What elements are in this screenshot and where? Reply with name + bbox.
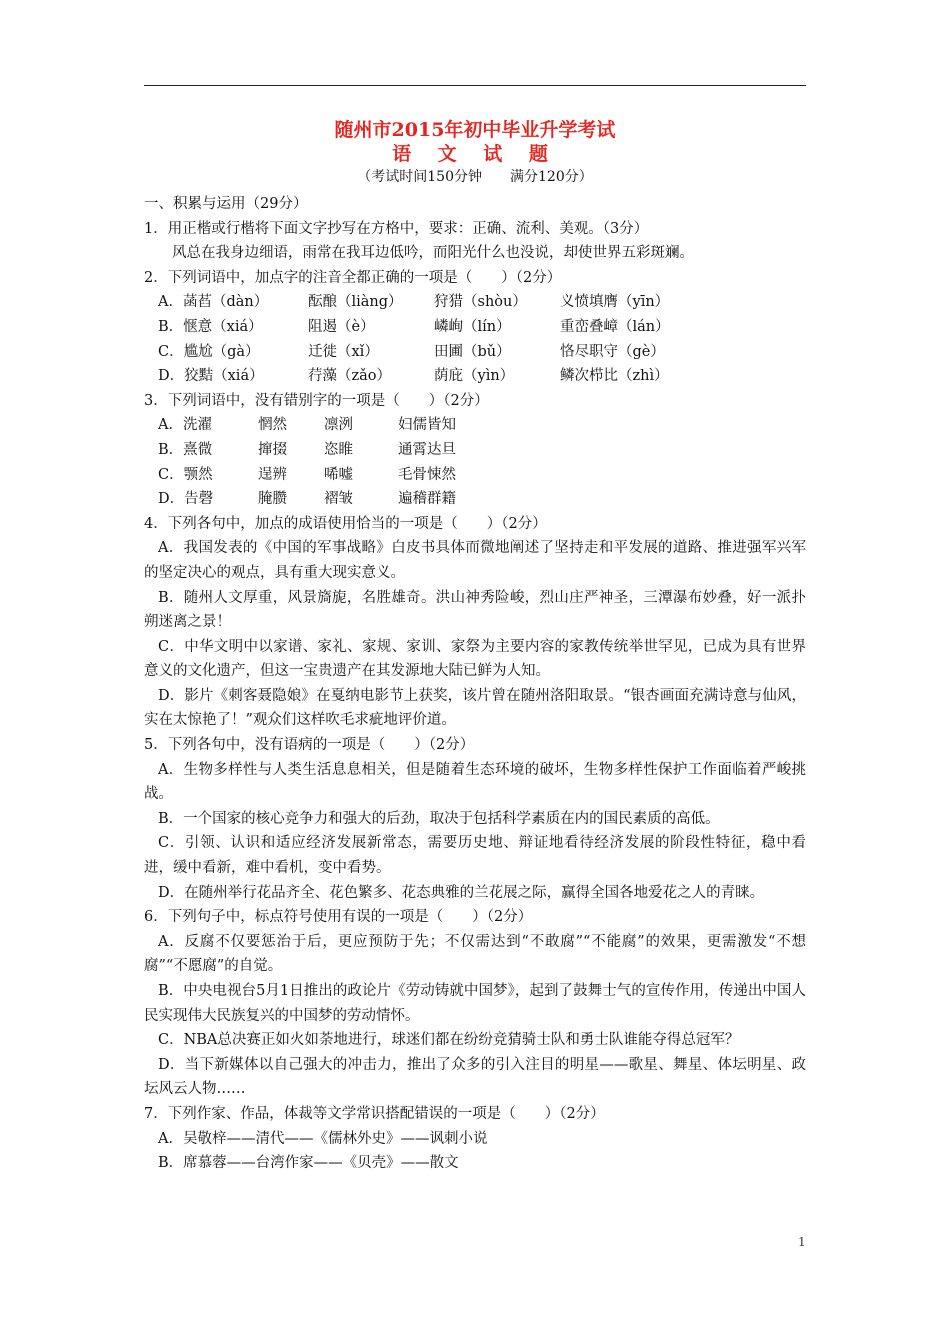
q4-option-c: C．中华文明中以家谱、家礼、家规、家训、家祭为主要内容的家教传统举世罕见，已成为具有世界意义的文化遗产，但这一宝贵遗产在其发源地大陆已鲜为人知。 (144, 638, 806, 680)
q4-option-b: B．随州人文厚重，风景旖旎，名胜雄奇。洪山神秀险峻，烈山庄严神圣，三潭瀑布妙叠，好一派扑朔迷离之景！ (144, 589, 806, 631)
q6-option-a: A．反腐不仅要惩治于后，更应预防于先；不仅需达到“不敢腐”“不能腐”的效果，更需激发“不想腐”“不愿腐”的自觉。 (144, 933, 806, 975)
top-rule (144, 85, 806, 86)
exam-score: 满分120分） (510, 169, 593, 185)
q6-option-b: B．中央电视台5月1日推出的政论片《劳动铸就中国梦》，起到了鼓舞士气的宣传作用，传递出中国人民实现伟大民族复兴的中国梦的劳动情怀。 (144, 983, 806, 1024)
q1-stem: 1．用正楷或行楷将下面文字抄写在方格中，要求：正确、流利、美观。（3分） (144, 220, 649, 237)
q6-option-d: D．当下新媒体以自己强大的冲击力，推出了众多的引入注目的明星——歌星、舞星、体坛明星、政坛风云人物…… (144, 1056, 806, 1098)
exam-title: 随州市2015年初中毕业升学考试 (334, 119, 616, 141)
page-number: 1 (798, 1235, 806, 1249)
q5-option-a: A．生物多样性与人类生活息息相关，但是随着生态环境的破坏，生物多样性保护工作面临着严峻挑战。 (144, 761, 806, 803)
q2-option-b: B．惬意（xiá） 阻遏（è） 嶙峋（lín） 重峦叠嶂（lán） (158, 318, 670, 335)
q2-option-d: D．狡黠（xiá） 荇藻（zǎo） 荫庇（yìn） 鳞次栉比（zhì） (158, 368, 669, 385)
q4-option-d: D．影片《刺客聂隐娘》在戛纳电影节上获奖，该片曾在随州洛阳取景。“银杏画面充满诗意与仙风，实在太惊艳了！”观众们这样吹毛求疵地评价道。 (144, 687, 806, 729)
exam-time: （考试时间150分钟 (357, 169, 482, 185)
q4-stem: 4．下列各句中，加点的成语使用恰当的一项是（ ）（2分） (144, 515, 547, 532)
q2-option-a: A．菡萏（dàn） 酝酿（liàng） 狩猎（shòu） 义愤填膺（yīn） (158, 294, 670, 311)
q7-option-a: A．吴敬梓——清代——《儒林外史》——讽刺小说 (158, 1130, 488, 1147)
q3-option-c: C．颚然 逞辨 唏嘘 毛骨悚然 (158, 466, 456, 483)
q7-option-b: B．席慕蓉——台湾作家——《贝壳》——散文 (158, 1155, 459, 1172)
q3-option-b: B．熹微 撺掇 恣睢 通霄达旦 (158, 441, 456, 458)
q5-option-d: D．在随州举行花品齐全、花色繁多、花态典雅的兰花展之际，赢得全国各地爱花之人的青睐。 (158, 884, 765, 901)
exam-subject: 语 文 试 题 (392, 143, 558, 165)
q3-option-d: D．告磬 腌臜 褶皱 遍稽群籍 (158, 491, 456, 508)
exam-page (144, 118, 806, 1176)
q3-option-a: A．洗濯 惘然 凛洌 妇儒皆知 (158, 417, 456, 434)
q2-option-c: C．尴尬（gà） 迁徙（xǐ） 田圃（bǔ） 恪尽职守（gè） (158, 343, 665, 360)
q4-option-a: A．我国发表的《中国的军事战略》白皮书具体而微地阐述了坚持走和平发展的道路、推进强军兴军的坚定决心的观点，具有重大现实意义。 (144, 540, 806, 581)
section-heading: 一、积累与运用（29分） (144, 196, 308, 212)
q5-stem: 5．下列各句中，没有语病的一项是（ ）（2分） (144, 737, 475, 754)
q5-option-b: B．一个国家的核心竞争力和强大的后劲，取决于包括科学素质在内的国民素质的高低。 (158, 810, 720, 827)
q2-stem: 2．下列词语中，加点字的注音全都正确的一项是（ ）（2分） (144, 269, 562, 286)
q6-option-c: C．NBA总决赛正如火如荼地进行，球迷们都在纷纷竞猜骑士队和勇士队谁能夺得总冠军？ (158, 1032, 740, 1049)
q1-text: 风总在我身边细语，雨常在我耳边低吟，而阳光什么也没说，却使世界五彩斑斓。 (172, 245, 694, 262)
q3-stem: 3．下列词语中，没有错别字的一项是（ ）（2分） (144, 392, 489, 409)
q6-stem: 6．下列句子中，标点符号使用有误的一项是（ ）（2分） (144, 909, 533, 926)
q7-stem: 7．下列作家、作品，体裁等文学常识搭配错误的一项是（ ）（2分） (144, 1105, 605, 1122)
exam-meta (144, 166, 806, 188)
q5-option-c: C．引领、认识和适应经济发展新常态，需要历史地、辩证地看待经济发展的阶段性特征，稳中看进，缓中看新，难中看机，变中看势。 (144, 835, 806, 877)
